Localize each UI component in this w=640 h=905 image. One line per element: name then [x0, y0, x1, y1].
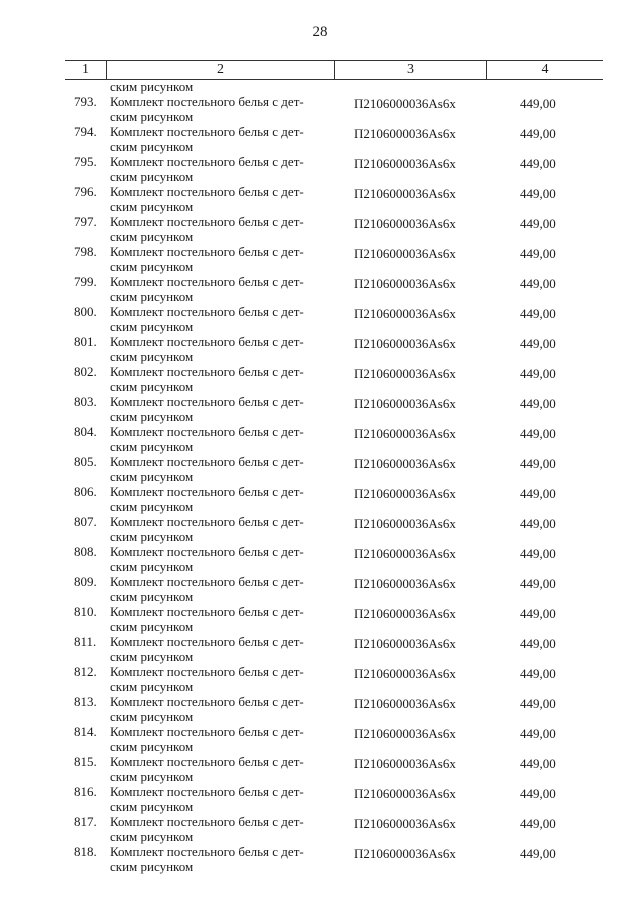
- table-row: [0, 724, 640, 754]
- table-row: [0, 544, 640, 574]
- item-name-line-1: Комплект постельного белья с дет-: [110, 754, 304, 769]
- item-code: П2106000036Аs6х: [354, 186, 456, 201]
- item-code: П2106000036Аs6х: [354, 456, 456, 471]
- table-row: [0, 304, 640, 334]
- row-number: 815.: [74, 754, 97, 769]
- item-price: 449,00: [520, 666, 556, 681]
- item-name-line-1: Комплект постельного белья с дет-: [110, 514, 304, 529]
- item-name: [110, 304, 304, 334]
- row-number: 798.: [74, 244, 97, 259]
- item-name-line-2: ским рисунком: [110, 799, 194, 814]
- item-name-line-1: Комплект постельного белья с дет-: [110, 664, 304, 679]
- item-price: 449,00: [520, 96, 556, 111]
- item-name: [110, 634, 304, 664]
- item-name-line-1: Комплект постельного белья с дет-: [110, 124, 304, 139]
- item-price: 449,00: [520, 816, 556, 831]
- item-price: 449,00: [520, 246, 556, 261]
- item-name: [110, 424, 304, 454]
- item-name: [110, 454, 304, 484]
- item-name-line-2: ским рисунком: [110, 229, 194, 244]
- row-number: 796.: [74, 184, 97, 199]
- item-name: [110, 244, 304, 274]
- row-number: 799.: [74, 274, 97, 289]
- item-name-line-1: Комплект постельного белья с дет-: [110, 154, 304, 169]
- item-name-line-2: ским рисунком: [110, 139, 194, 154]
- item-name-line-1: Комплект постельного белья с дет-: [110, 304, 304, 319]
- row-number: 816.: [74, 784, 97, 799]
- item-name: [110, 394, 304, 424]
- row-number: 802.: [74, 364, 97, 379]
- row-number: 804.: [74, 424, 97, 439]
- item-name-line-1: Комплект постельного белья с дет-: [110, 544, 304, 559]
- table-body: [0, 94, 640, 874]
- item-name-line-1: Комплект постельного белья с дет-: [110, 454, 304, 469]
- item-name: [110, 184, 304, 214]
- table-row: [0, 364, 640, 394]
- item-name: [110, 604, 304, 634]
- item-name-line-1: Комплект постельного белья с дет-: [110, 334, 304, 349]
- item-code: П2106000036Аs6х: [354, 696, 456, 711]
- item-name-line-2: ским рисунком: [110, 409, 194, 424]
- item-code: П2106000036Аs6х: [354, 576, 456, 591]
- row-number: 795.: [74, 154, 97, 169]
- table-row: [0, 184, 640, 214]
- item-price: 449,00: [520, 546, 556, 561]
- item-name-line-1: Комплект постельного белья с дет-: [110, 844, 304, 859]
- item-name-line-2: ским рисунком: [110, 619, 194, 634]
- item-price: 449,00: [520, 456, 556, 471]
- item-name-line-1: Комплект постельного белья с дет-: [110, 424, 304, 439]
- table-header: [65, 60, 603, 80]
- item-code: П2106000036Аs6х: [354, 786, 456, 801]
- row-number: 809.: [74, 574, 97, 589]
- column-header-3: 3: [335, 61, 487, 79]
- row-number: 812.: [74, 664, 97, 679]
- continuation-text: ским рисунком: [110, 79, 194, 94]
- column-header-1: 1: [65, 61, 107, 79]
- item-name-line-1: Комплект постельного белья с дет-: [110, 244, 304, 259]
- item-price: 449,00: [520, 276, 556, 291]
- item-code: П2106000036Аs6х: [354, 246, 456, 261]
- item-name-line-2: ским рисунком: [110, 529, 194, 544]
- item-name: [110, 724, 304, 754]
- item-name-line-1: Комплект постельного белья с дет-: [110, 604, 304, 619]
- table-row: [0, 844, 640, 874]
- item-name: [110, 94, 304, 124]
- table-row: [0, 664, 640, 694]
- item-code: П2106000036Аs6х: [354, 276, 456, 291]
- item-name: [110, 814, 304, 844]
- table-row: [0, 94, 640, 124]
- item-name: [110, 844, 304, 874]
- item-name-line-2: ским рисунком: [110, 319, 194, 334]
- column-header-2: 2: [107, 61, 335, 79]
- item-price: 449,00: [520, 786, 556, 801]
- table-row: [0, 454, 640, 484]
- table-row: [0, 334, 640, 364]
- item-price: 449,00: [520, 846, 556, 861]
- item-code: П2106000036Аs6х: [354, 486, 456, 501]
- item-name-line-1: Комплект постельного белья с дет-: [110, 574, 304, 589]
- row-number: 810.: [74, 604, 97, 619]
- item-name-line-2: ским рисунком: [110, 559, 194, 574]
- item-code: П2106000036Аs6х: [354, 636, 456, 651]
- item-name-line-2: ским рисунком: [110, 829, 194, 844]
- item-code: П2106000036Аs6х: [354, 126, 456, 141]
- item-price: 449,00: [520, 486, 556, 501]
- item-name-line-2: ским рисунком: [110, 199, 194, 214]
- item-name: [110, 214, 304, 244]
- item-name-line-1: Комплект постельного белья с дет-: [110, 814, 304, 829]
- item-price: 449,00: [520, 726, 556, 741]
- item-code: П2106000036Аs6х: [354, 756, 456, 771]
- item-name-line-2: ским рисунком: [110, 349, 194, 364]
- item-price: 449,00: [520, 576, 556, 591]
- table-row: [0, 634, 640, 664]
- table-row: [0, 574, 640, 604]
- item-name: [110, 694, 304, 724]
- table-row: [0, 784, 640, 814]
- table-row: [0, 604, 640, 634]
- row-number: 803.: [74, 394, 97, 409]
- item-name-line-1: Комплект постельного белья с дет-: [110, 634, 304, 649]
- item-code: П2106000036Аs6х: [354, 366, 456, 381]
- item-price: 449,00: [520, 306, 556, 321]
- item-name-line-1: Комплект постельного белья с дет-: [110, 274, 304, 289]
- item-name-line-2: ским рисунком: [110, 289, 194, 304]
- item-name-line-2: ским рисунком: [110, 109, 194, 124]
- row-number: 807.: [74, 514, 97, 529]
- item-name-line-2: ским рисунком: [110, 739, 194, 754]
- item-name-line-2: ским рисунком: [110, 649, 194, 664]
- item-price: 449,00: [520, 696, 556, 711]
- row-number: 801.: [74, 334, 97, 349]
- row-number: 805.: [74, 454, 97, 469]
- item-code: П2106000036Аs6х: [354, 156, 456, 171]
- item-name: [110, 484, 304, 514]
- item-price: 449,00: [520, 156, 556, 171]
- item-name: [110, 784, 304, 814]
- row-number: 811.: [74, 634, 97, 649]
- column-header-4: 4: [541, 62, 549, 77]
- item-code: П2106000036Аs6х: [354, 96, 456, 111]
- item-code: П2106000036Аs6х: [354, 306, 456, 321]
- item-name-line-2: ским рисунком: [110, 769, 194, 784]
- item-name-line-1: Комплект постельного белья с дет-: [110, 724, 304, 739]
- item-price: 449,00: [520, 366, 556, 381]
- item-name-line-2: ским рисунком: [110, 679, 194, 694]
- item-code: П2106000036Аs6х: [354, 216, 456, 231]
- item-name-line-1: Комплект постельного белья с дет-: [110, 484, 304, 499]
- item-price: 449,00: [520, 756, 556, 771]
- item-code: П2106000036Аs6х: [354, 606, 456, 621]
- item-name: [110, 664, 304, 694]
- item-name-line-1: Комплект постельного белья с дет-: [110, 364, 304, 379]
- row-number: 793.: [74, 94, 97, 109]
- item-price: 449,00: [520, 516, 556, 531]
- table-row: [0, 274, 640, 304]
- item-name-line-1: Комплект постельного белья с дет-: [110, 94, 304, 109]
- row-number: 818.: [74, 844, 97, 859]
- row-number: 817.: [74, 814, 97, 829]
- item-price: 449,00: [520, 336, 556, 351]
- item-name-line-1: Комплект постельного белья с дет-: [110, 184, 304, 199]
- item-name: [110, 544, 304, 574]
- item-code: П2106000036Аs6х: [354, 546, 456, 561]
- item-name-line-2: ским рисунком: [110, 499, 194, 514]
- item-price: 449,00: [520, 396, 556, 411]
- item-price: 449,00: [520, 606, 556, 621]
- item-code: П2106000036Аs6х: [354, 426, 456, 441]
- row-number: 814.: [74, 724, 97, 739]
- table-row: [0, 154, 640, 184]
- item-price: 449,00: [520, 426, 556, 441]
- item-code: П2106000036Аs6х: [354, 666, 456, 681]
- table-row: [0, 124, 640, 154]
- item-name: [110, 124, 304, 154]
- item-price: 449,00: [520, 186, 556, 201]
- item-name-line-2: ским рисунком: [110, 169, 194, 184]
- item-price: 449,00: [520, 636, 556, 651]
- item-name-line-2: ским рисунком: [110, 589, 194, 604]
- item-name-line-2: ским рисунком: [110, 709, 194, 724]
- table-row: [0, 394, 640, 424]
- table-row: [0, 694, 640, 724]
- page-number: 28: [312, 24, 328, 40]
- item-name: [110, 154, 304, 184]
- item-name: [110, 754, 304, 784]
- item-name: [110, 364, 304, 394]
- item-name-line-2: ским рисунком: [110, 469, 194, 484]
- table-row: [0, 514, 640, 544]
- item-name-line-1: Комплект постельного белья с дет-: [110, 214, 304, 229]
- item-name-line-2: ским рисунком: [110, 439, 194, 454]
- table-row: [0, 814, 640, 844]
- item-name-line-1: Комплект постельного белья с дет-: [110, 784, 304, 799]
- item-code: П2106000036Аs6х: [354, 336, 456, 351]
- item-name: [110, 274, 304, 304]
- item-code: П2106000036Аs6х: [354, 846, 456, 861]
- table-row: [0, 484, 640, 514]
- item-code: П2106000036Аs6х: [354, 726, 456, 741]
- item-name: [110, 574, 304, 604]
- item-name-line-2: ским рисунком: [110, 859, 194, 874]
- table-row: [0, 214, 640, 244]
- table-row: [0, 754, 640, 784]
- item-price: 449,00: [520, 216, 556, 231]
- item-name-line-1: Комплект постельного белья с дет-: [110, 394, 304, 409]
- item-code: П2106000036Аs6х: [354, 816, 456, 831]
- item-name-line-2: ским рисунком: [110, 259, 194, 274]
- item-code: П2106000036Аs6х: [354, 516, 456, 531]
- table-row: [0, 424, 640, 454]
- item-name: [110, 334, 304, 364]
- table-row: [0, 244, 640, 274]
- row-number: 794.: [74, 124, 97, 139]
- row-number: 797.: [74, 214, 97, 229]
- row-number: 808.: [74, 544, 97, 559]
- item-name: [110, 514, 304, 544]
- item-name-line-1: Комплект постельного белья с дет-: [110, 694, 304, 709]
- row-number: 813.: [74, 694, 97, 709]
- row-number: 800.: [74, 304, 97, 319]
- item-name-line-2: ским рисунком: [110, 379, 194, 394]
- item-price: 449,00: [520, 126, 556, 141]
- row-number: 806.: [74, 484, 97, 499]
- item-code: П2106000036Аs6х: [354, 396, 456, 411]
